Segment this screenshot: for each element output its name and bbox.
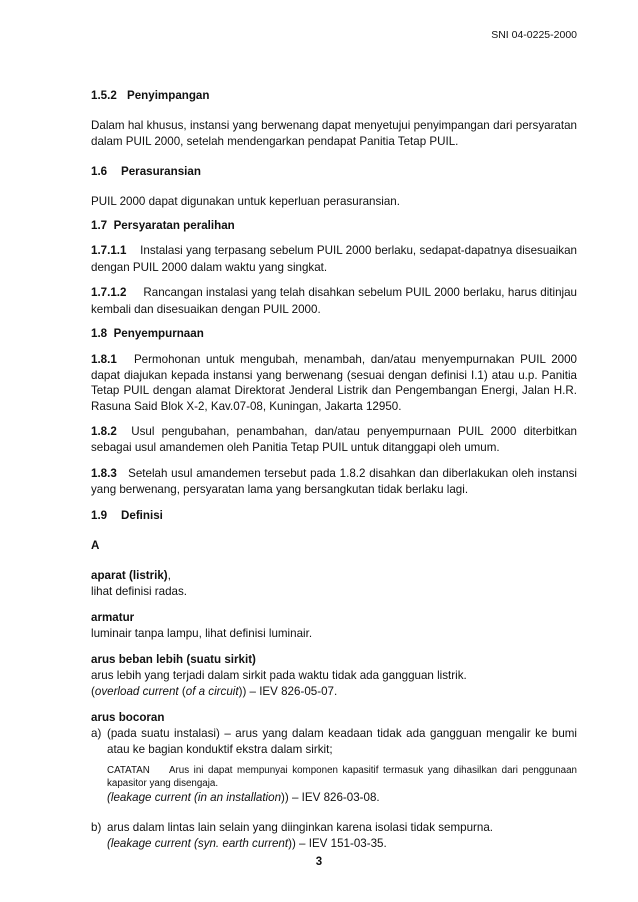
definition-arus-beban-lebih bbox=[91, 652, 577, 700]
list-label: b) bbox=[91, 821, 102, 834]
english-term: of a circuit bbox=[185, 685, 239, 698]
list-text: (pada suatu instalasi) – arus yang dalam keadaan tidak ada gangguan mengalir ke bumi atau ke bagian konduktif ekstra dalam sirkit; bbox=[107, 727, 577, 756]
list-text: arus dalam lintas lain selain yang diinginkan karena isolasi tidak sempurna. bbox=[107, 821, 494, 834]
section-title: Persyaratan peralihan bbox=[113, 219, 235, 232]
english-term: leakage current bbox=[110, 791, 191, 804]
section-title: Penyimpangan bbox=[127, 89, 210, 102]
section-number: 1.9 bbox=[91, 509, 108, 522]
ref-part: ( bbox=[190, 791, 198, 804]
section-number: 1.5.2 bbox=[91, 89, 117, 102]
definition-reference bbox=[107, 790, 577, 806]
paragraph-1-8-2 bbox=[91, 424, 577, 456]
section-number: 1.6 bbox=[91, 165, 108, 178]
list-label: a) bbox=[91, 727, 102, 740]
paragraph-1-8-1 bbox=[91, 352, 577, 414]
paragraph-1-7-1-2 bbox=[91, 284, 577, 318]
page-number: 3 bbox=[315, 856, 323, 868]
paragraph-1-7-1-1 bbox=[91, 242, 577, 276]
paragraph: Dalam hal khusus, instansi yang berwenang dapat menyetujui penyimpangan dari persyaratan dalam PUIL 2000, setelah mendengarkan pendapat Panitia Tetap PUIL. bbox=[91, 119, 577, 148]
ref-part: )) – IEV 826-03-08. bbox=[281, 791, 380, 804]
ref-part: ( bbox=[190, 837, 198, 850]
note-text: Arus ini dapat mempunyai komponen kapasitif termasuk yang dihasilkan dari penggunaan kapasitor yang disengaja. bbox=[107, 765, 577, 789]
definition-text: luminair tanpa lampu, lihat definisi luminair. bbox=[91, 627, 313, 640]
paragraph-1-8-3 bbox=[91, 466, 577, 498]
section-number: 1.7 bbox=[91, 219, 108, 232]
section-title: Penyempurnaan bbox=[113, 327, 204, 340]
section-heading-1-8 bbox=[91, 326, 577, 342]
section-number: 1.8 bbox=[91, 327, 108, 340]
section-heading-1-7 bbox=[91, 218, 577, 234]
definition-reference bbox=[107, 836, 577, 852]
section-heading-1-5-2 bbox=[91, 88, 577, 104]
clause-text: Permohonan untuk mengubah, menambah, dan/atau menyempurnakan PUIL 2000 dapat diajukan kepada instansi yang berwenang (sesuai dengan definisi I.1) atau u.p. Panitia Tetap PUIL dengan alamat Direktorat Jenderal Listrik dan Pengembangan Energi, Jalan H.R. Rasuna Said Blok X-2, Kav.07-08, Kuningan, Jakarta 12950. bbox=[91, 353, 577, 413]
definition-armatur bbox=[91, 610, 577, 642]
document-code: SNI 04-0225-2000 bbox=[491, 29, 577, 41]
note-label: CATATAN bbox=[107, 765, 150, 776]
ref-part: )) – IEV 151-03-35. bbox=[288, 837, 387, 850]
clause-number: 1.8.2 bbox=[91, 425, 117, 438]
english-term: syn. earth current bbox=[197, 837, 289, 850]
definition-term: armatur bbox=[91, 611, 135, 624]
ref-part: ( bbox=[107, 837, 111, 850]
section-heading-1-9 bbox=[91, 508, 577, 524]
list-item-a bbox=[91, 726, 577, 758]
clause-text: Rancangan instalasi yang telah disahkan sebelum PUIL 2000 berlaku, harus ditinjau kembali dan disesuaikan dengan PUIL 2000. bbox=[91, 286, 577, 316]
clause-number: 1.7.1.2 bbox=[91, 286, 127, 299]
definition-term: arus bocoran bbox=[91, 711, 165, 724]
definition-term: arus beban lebih (suatu sirkit) bbox=[91, 653, 256, 666]
section-title: Perasuransian bbox=[121, 165, 201, 178]
ref-part: ( bbox=[107, 791, 111, 804]
clause-number: 1.8.3 bbox=[91, 467, 117, 480]
section-heading-1-6 bbox=[91, 164, 577, 180]
clause-text: Usul pengubahan, penambahan, dan/atau penyempurnaan PUIL 2000 diterbitkan sebagai usul amandemen oleh Panitia Tetap PUIL untuk ditanggapi oleh umum. bbox=[91, 425, 577, 454]
definition-term: aparat (listrik) bbox=[91, 569, 168, 582]
page-content bbox=[91, 88, 577, 852]
definition-reference bbox=[91, 684, 577, 700]
definition-aparat bbox=[91, 568, 577, 600]
clause-text: Instalasi yang terpasang sebelum PUIL 2000 berlaku, sedapat-dapatnya disesuaikan dengan PUIL 2000 dalam waktu yang singkat. bbox=[91, 244, 578, 274]
ref-part: ( bbox=[91, 685, 95, 698]
english-term: overload current bbox=[94, 685, 179, 698]
ref-part: ( bbox=[178, 685, 186, 698]
definition-text: arus lebih yang terjadi dalam sirkit pada waktu tidak ada gangguan listrik. bbox=[91, 669, 467, 682]
section-title: Definisi bbox=[121, 509, 163, 522]
definition-text: lihat definisi radas. bbox=[91, 585, 188, 598]
term-comma: , bbox=[167, 569, 171, 582]
definition-letter: A bbox=[91, 539, 100, 552]
ref-part: )) – IEV 826-05-07. bbox=[238, 685, 338, 698]
definition-arus-bocoran bbox=[91, 710, 577, 852]
note bbox=[107, 764, 577, 790]
clause-number: 1.8.1 bbox=[91, 353, 117, 366]
paragraph: PUIL 2000 dapat digunakan untuk keperluan perasuransian. bbox=[91, 195, 400, 208]
clause-text: Setelah usul amandemen tersebut pada 1.8.2 disahkan dan diberlakukan oleh instansi yang berwenang, persyaratan lama yang bersangkutan tidak berlaku lagi. bbox=[91, 467, 577, 496]
clause-number: 1.7.1.1 bbox=[91, 244, 127, 257]
english-term: leakage current bbox=[110, 837, 191, 850]
list-item-b bbox=[91, 820, 577, 836]
english-term: in an installation bbox=[197, 791, 282, 804]
